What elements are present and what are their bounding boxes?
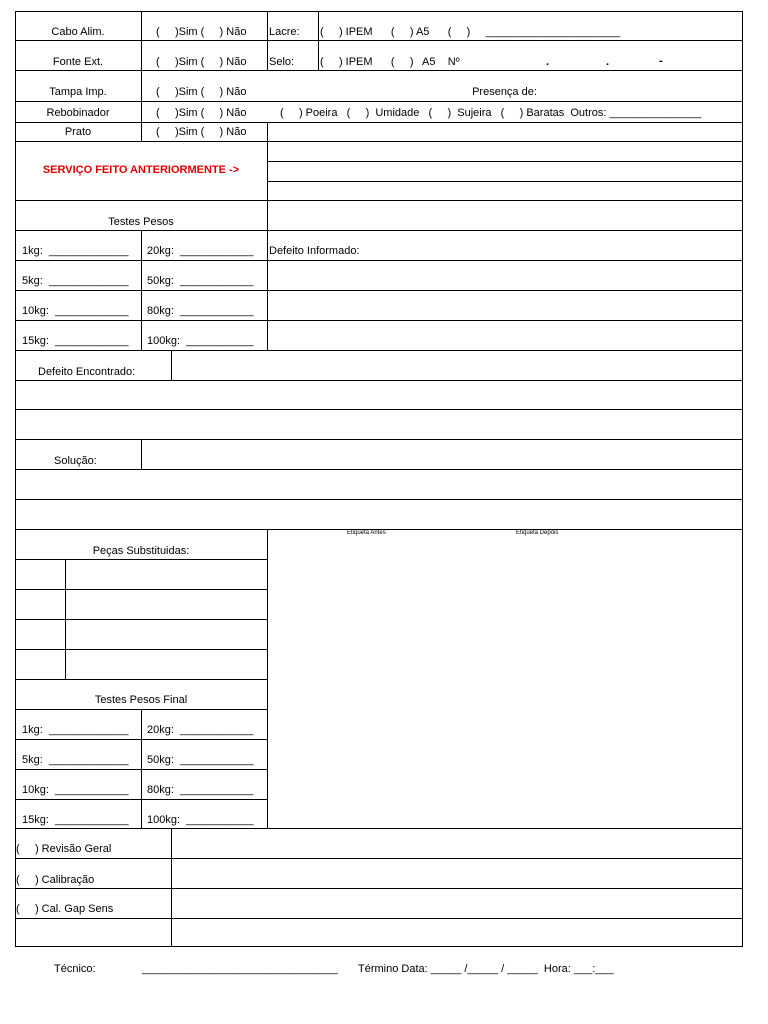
tampa-imp-options[interactable]: ( )Sim ( ) Não: [156, 86, 247, 98]
peso-100kg-field[interactable]: 100kg: ___________: [147, 335, 254, 347]
cabo-alim-label: Cabo Alim.: [51, 26, 105, 38]
lacre-label: Lacre:: [269, 26, 300, 38]
selo-options[interactable]: ( ) IPEM ( ) A5 Nº: [320, 56, 460, 68]
peso-50kg-field[interactable]: 50kg: ____________: [147, 275, 254, 287]
solucao-label: Solução:: [54, 455, 97, 467]
testes-pesos-title: Testes Pesos: [108, 216, 174, 228]
termino-data-hora-field[interactable]: Término Data: _____ /_____ / _____ Hora: ___:___: [358, 963, 614, 975]
revisao-geral-check[interactable]: ( ) Revisão Geral: [16, 843, 112, 855]
rebobinador-options[interactable]: ( )Sim ( ) Não: [156, 107, 247, 119]
peso-1kg-field[interactable]: 1kg: _____________: [22, 245, 129, 257]
selo-number-dot-2: .: [606, 56, 610, 68]
defeito-encontrado-label: Defeito Encontrado:: [38, 366, 136, 378]
peso-5kg-field[interactable]: 5kg: _____________: [22, 275, 129, 287]
defeito-informado-label: Defeito Informado:: [269, 245, 360, 257]
prato-label: Prato: [64, 126, 92, 138]
testes-pesos-final-title: Testes Pesos Final: [94, 694, 188, 706]
selo-number-dash: -: [659, 55, 663, 67]
final-peso-15kg-field[interactable]: 15kg: ____________: [22, 814, 129, 826]
servico-anterior-label: SERVIÇO FEITO ANTERIORMENTE ->: [42, 164, 240, 176]
final-peso-10kg-field[interactable]: 10kg: ____________: [22, 784, 129, 796]
tecnico-label: Técnico:: [54, 963, 96, 975]
final-peso-80kg-field[interactable]: 80kg: ____________: [147, 784, 254, 796]
final-peso-50kg-field[interactable]: 50kg: ____________: [147, 754, 254, 766]
peso-10kg-field[interactable]: 10kg: ____________: [22, 305, 129, 317]
cal-gap-sens-check[interactable]: ( ) Cal. Gap Sens: [16, 903, 114, 915]
peso-15kg-field[interactable]: 15kg: ____________: [22, 335, 129, 347]
tampa-imp-label: Tampa Imp.: [49, 86, 107, 98]
tecnico-signature-line[interactable]: ________________________________: [142, 963, 338, 975]
selo-label: Selo:: [269, 56, 295, 68]
etiqueta-antes-label: Etiqueta Antes: [347, 530, 386, 536]
final-peso-1kg-field[interactable]: 1kg: _____________: [22, 724, 129, 736]
selo-number-dot-1: .: [546, 56, 550, 68]
fonte-ext-label: Fonte Ext.: [52, 56, 104, 68]
calibracao-check[interactable]: ( ) Calibração: [16, 874, 95, 886]
lacre-options[interactable]: ( ) IPEM ( ) A5 ( ) ______________________: [320, 26, 621, 38]
peso-80kg-field[interactable]: 80kg: ____________: [147, 305, 254, 317]
peso-20kg-field[interactable]: 20kg: ____________: [147, 245, 254, 257]
final-peso-100kg-field[interactable]: 100kg: ___________: [147, 814, 254, 826]
presenca-label: Presença de:: [472, 86, 537, 98]
fonte-ext-options[interactable]: ( )Sim ( ) Não: [156, 56, 247, 68]
cabo-alim-options[interactable]: ( )Sim ( ) Não: [156, 26, 247, 38]
etiqueta-depois-label: Etiqueta Depois: [516, 530, 559, 536]
final-peso-20kg-field[interactable]: 20kg: ____________: [147, 724, 254, 736]
rebobinador-label: Rebobinador: [46, 107, 110, 119]
presenca-options[interactable]: ( ) Poeira ( ) Umidade ( ) Sujeira ( ) Baratas Outros: _______________: [280, 107, 702, 119]
final-peso-5kg-field[interactable]: 5kg: _____________: [22, 754, 129, 766]
pecas-substituidas-title: Peças Substituidas:: [92, 545, 190, 557]
prato-options[interactable]: ( )Sim ( ) Não: [156, 126, 247, 138]
